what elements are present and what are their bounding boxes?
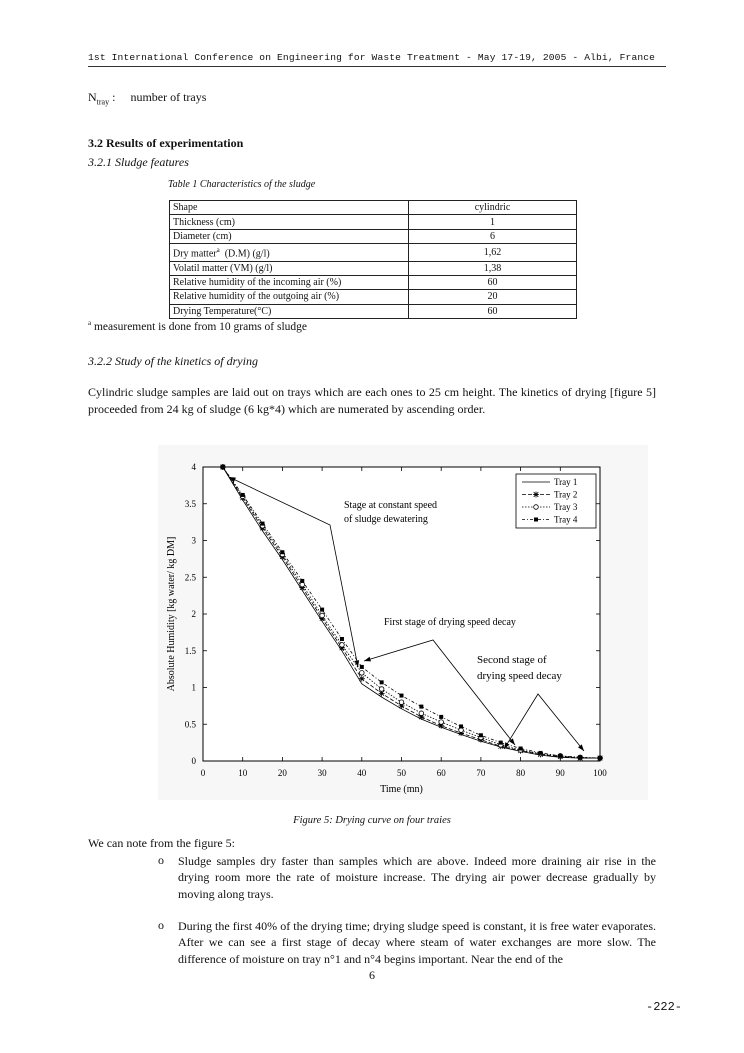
table-cell-label bbox=[170, 215, 409, 229]
table-cell-label bbox=[170, 275, 409, 289]
subsection-title-kinetics: 3.2.2 Study of the kinetics of drying bbox=[88, 354, 258, 368]
series-point-circle bbox=[459, 728, 464, 733]
x-tick-label: 50 bbox=[397, 768, 406, 778]
series-point-square bbox=[241, 493, 245, 497]
x-tick-label: 10 bbox=[238, 768, 248, 778]
series-point-square bbox=[598, 756, 602, 760]
table-cell-value: 1 bbox=[409, 215, 577, 229]
table-row bbox=[170, 229, 577, 243]
table-cell-label bbox=[170, 201, 409, 215]
table-row bbox=[170, 215, 577, 229]
kinetics-paragraph: Cylindric sludge samples are laid out on trays which are each ones to 25 cm height. The kinetics of drying [figure 5] proceeded from 24 kg of sludge (6 kg*4) which are numerated by ascending order. bbox=[88, 385, 656, 416]
series-point-square bbox=[479, 733, 483, 737]
page-number: 6 bbox=[369, 968, 375, 982]
series-point-circle bbox=[379, 687, 384, 692]
series-point-square bbox=[419, 705, 423, 709]
ntray-text: : number of trays bbox=[112, 90, 207, 104]
annotation-constant-speed: Stage at constant speed bbox=[344, 500, 438, 511]
y-axis-label: Absolute Humidity [kg water/ kg DM] bbox=[166, 536, 177, 692]
series-point-square bbox=[519, 747, 523, 751]
table-cell-label bbox=[170, 290, 409, 304]
bullet-text: Sludge samples dry faster than samples which are above. Indeed more draining air rise in the drying room more the rate of moisture increase. The drying air power decrease gradually by moving along trays. bbox=[178, 854, 656, 901]
series-point-star bbox=[359, 676, 365, 682]
ntray-subscript: tray bbox=[96, 97, 110, 107]
row-label: Relative humidity of the outgoing air (%) bbox=[173, 291, 340, 303]
x-axis-label: Time (mn) bbox=[380, 784, 423, 795]
x-tick-label: 80 bbox=[516, 768, 526, 778]
series-point-square bbox=[459, 724, 463, 728]
figure-caption: Figure 5: Drying curve on four traies bbox=[293, 815, 451, 826]
legend-label: Tray 4 bbox=[554, 514, 578, 525]
footnote-text: measurement is done from 10 grams of sludge bbox=[91, 320, 308, 333]
legend-label: Tray 1 bbox=[554, 477, 578, 487]
row-label-rest: (D.M) (g/l) bbox=[219, 248, 270, 260]
x-tick-label: 20 bbox=[277, 768, 287, 778]
row-label-sup: a bbox=[216, 246, 220, 255]
y-tick-label: 3 bbox=[191, 535, 196, 546]
y-tick-label: 4 bbox=[191, 462, 196, 472]
table-row bbox=[170, 244, 577, 261]
bullet-marker: o bbox=[158, 918, 164, 932]
drying-curve-chart bbox=[158, 445, 648, 800]
annotation-second-decay-line2: drying speed decay bbox=[477, 670, 562, 682]
series-point-circle bbox=[340, 643, 345, 648]
table-cell-label bbox=[170, 229, 409, 243]
series-point-square bbox=[300, 579, 304, 583]
table-row bbox=[170, 304, 577, 318]
table-cell-value: 6 bbox=[409, 229, 577, 243]
table-row bbox=[170, 290, 577, 304]
x-tick-label: 40 bbox=[357, 768, 367, 778]
annotation-first-decay: First stage of drying speed decay bbox=[384, 617, 516, 628]
bullet-text: During the first 40% of the drying time; drying sludge speed is constant, it is free water evaporates. After we can see a first stage of decay where steam of water exchanges are more slow. The difference of moisture on tray n°1 and n°4 begins important. Near the end of the bbox=[178, 919, 656, 966]
table-cell-value: 1,62 bbox=[409, 244, 577, 261]
row-label: Relative humidity of the incoming air (%) bbox=[173, 277, 342, 289]
note-intro: We can note from the figure 5: bbox=[88, 836, 235, 850]
series-point-square bbox=[280, 550, 284, 554]
series-point-square bbox=[320, 608, 324, 612]
y-tick-label: 1.5 bbox=[184, 645, 196, 656]
row-label: Diameter (cm) bbox=[173, 230, 232, 242]
series-point-circle bbox=[419, 711, 424, 716]
table-cell-value: 1,38 bbox=[409, 261, 577, 275]
series-point-square bbox=[534, 518, 538, 522]
x-tick-label: 90 bbox=[555, 768, 565, 778]
series-point-square bbox=[360, 665, 364, 669]
bullet-marker: o bbox=[158, 853, 164, 867]
y-tick-label: 2.5 bbox=[184, 572, 196, 583]
table-footnote bbox=[88, 319, 307, 333]
series-point-square bbox=[380, 680, 384, 684]
proceedings-page-number: -222- bbox=[646, 1000, 683, 1014]
legend-label: Tray 3 bbox=[554, 502, 578, 512]
x-tick-label: 100 bbox=[593, 768, 607, 778]
series-point-circle bbox=[300, 582, 305, 587]
series-point-square bbox=[558, 754, 562, 758]
table-row bbox=[170, 201, 577, 215]
row-label: Drying Temperature(°C) bbox=[173, 305, 272, 317]
series-point-square bbox=[400, 694, 404, 698]
running-header: 1st International Conference on Engineering for Waste Treatment - May 17-19, 2005 - Albi, France bbox=[88, 52, 666, 67]
series-point-square bbox=[439, 715, 443, 719]
y-tick-label: 3.5 bbox=[184, 498, 196, 509]
series-point-circle bbox=[399, 700, 404, 705]
y-tick-label: 0.5 bbox=[184, 719, 196, 730]
row-label: Volatil matter (VM) (g/l) bbox=[173, 262, 273, 274]
table-caption: Table 1 Characteristics of the sludge bbox=[168, 179, 316, 190]
table-cell-value: 20 bbox=[409, 290, 577, 304]
table-cell-value: 60 bbox=[409, 275, 577, 289]
table-cell-value: cylindric bbox=[409, 201, 577, 215]
sludge-characteristics-table bbox=[169, 200, 577, 319]
series-point-circle bbox=[320, 613, 325, 618]
section-title: 3.2 Results of experimentation bbox=[88, 136, 244, 150]
series-point-circle bbox=[534, 505, 539, 510]
footnote-mark: a bbox=[88, 319, 92, 327]
table-cell-label bbox=[170, 261, 409, 275]
series-point-circle bbox=[439, 720, 444, 725]
table-cell-value: 60 bbox=[409, 304, 577, 318]
series-point-square bbox=[221, 465, 225, 469]
x-tick-label: 30 bbox=[317, 768, 327, 778]
series-point-square bbox=[340, 637, 344, 641]
annotation-second-decay: Second stage of bbox=[477, 654, 547, 666]
row-label: Shape bbox=[173, 202, 198, 214]
x-tick-label: 0 bbox=[200, 768, 206, 778]
ntray-definition bbox=[88, 90, 206, 106]
series-point-circle bbox=[360, 671, 365, 676]
x-tick-label: 70 bbox=[476, 768, 486, 778]
series-point-square bbox=[261, 522, 265, 526]
row-label: Dry matter bbox=[173, 248, 217, 260]
series-point-square bbox=[538, 751, 542, 755]
y-tick-label: 1 bbox=[191, 682, 196, 693]
legend-label: Tray 2 bbox=[554, 489, 578, 500]
ntray-symbol: N bbox=[88, 90, 97, 104]
row-label: Thickness (cm) bbox=[173, 216, 235, 228]
subsection-title-features: 3.2.1 Sludge features bbox=[88, 155, 189, 169]
series-point-square bbox=[499, 741, 503, 745]
x-tick-label: 60 bbox=[436, 768, 446, 778]
table-row bbox=[170, 275, 577, 289]
annotation-constant-speed-line2: of sludge dewatering bbox=[344, 514, 428, 525]
series-point-square bbox=[578, 755, 582, 759]
y-tick-label: 2 bbox=[191, 609, 196, 619]
y-tick-label: 0 bbox=[191, 756, 196, 766]
table-row bbox=[170, 261, 577, 275]
table-cell-label bbox=[170, 304, 409, 318]
table-cell-label bbox=[170, 244, 409, 261]
series-point-star bbox=[533, 492, 539, 498]
